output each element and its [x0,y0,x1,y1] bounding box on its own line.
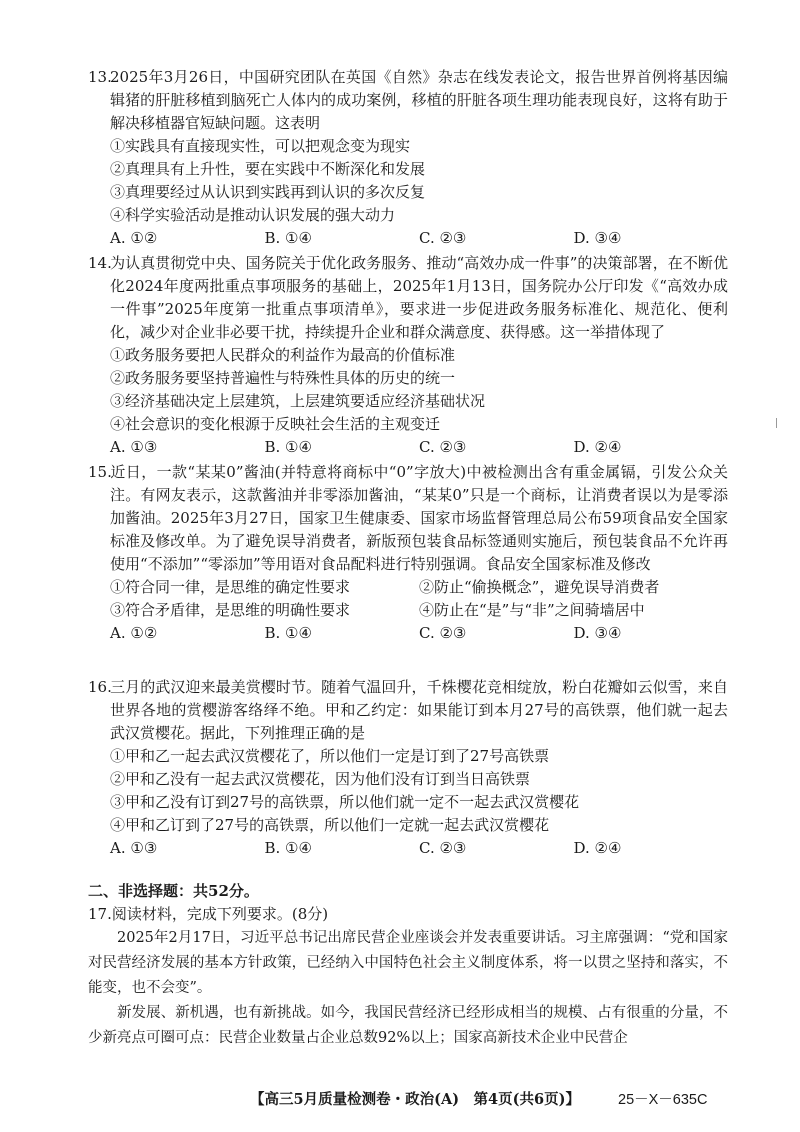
question-stem: 14.为认真贯彻党中央、国务院关于优化政务服务、推动“高效办成一件事”的决策部署，在不断优化2024年度两批重点事项服务的基础上，2025年1月13日，国务院办公厅印发《“高效办成一件事”2025年度第一批重点事项清单》，要求进一步促进政务服务标准化、规范化、便利化，减少对企业非必要干扰，持续提升企业和群众满意度、获得感。这一举措体现了 [88,254,728,341]
option-1: ①甲和乙一起去武汉赏樱花了，所以他们一定是订到了27号高铁票 [110,747,550,765]
margin-mark [776,418,777,428]
question-13 [88,66,728,250]
choice-c: C. ②③ [419,438,467,456]
option-4: ④甲和乙订到了27号的高铁票，所以他们一定就一起去武汉赏樱花 [110,816,550,834]
choice-b: B. ①④ [264,624,312,642]
option-4: ④防止在“是”与“非”之间骑墙居中 [419,601,645,619]
choice-d: D. ②④ [573,839,622,857]
choice-d: D. ②④ [573,438,622,456]
option-1: ①符合同一律，是思维的确定性要求 [110,578,351,596]
option-row [88,576,728,599]
option-2: ②防止“偷换概念”，避免误导消费者 [419,578,660,596]
option-3: ③经济基础决定上层建筑，上层建筑要适应经济基础状况 [110,392,486,410]
option-2: ②真理具有上升性，要在实践中不断深化和发展 [110,160,426,178]
option-1: ①实践具有直接现实性，可以把观念变为现实 [110,137,411,155]
question-16 [88,676,728,860]
option-2: ②甲和乙没有一起去武汉赏樱花，因为他们没有订到当日高铁票 [110,770,531,788]
question-stem: 15.近日，一款“某某0”酱油(并特意将商标中“0”字放大)中被检测出含有重金属镉，引发公众关注。有网友表示，这款酱油并非零添加酱油，“某某0”只是一个商标，让消费者误以为是零添加酱油。2025年3月27日，国家卫生健康委、国家市场监督管理总局公布59项食品安全国家标准及修改单。为了避免误导消费者，新版预包装食品标签通则实施后，预包装食品不允许再使用“不添加”“零添加”等用语对食品配料进行特别强调。食品安全国家标准及修改 [88,463,728,573]
choice-d: D. ③④ [573,624,622,642]
question-stem: 13.2025年3月26日，中国研究团队在英国《自然》杂志在线发表论文，报告世界首例将基因编辑猪的肝脏移植到脑死亡人体内的成功案例，移植的肝脏各项生理功能表现良好，这将有助于解决移植器官短缺问题。这表明 [88,68,728,132]
answer-choices [88,837,728,860]
choice-b: B. ①④ [264,229,312,247]
question-stem: 16.三月的武汉迎来最美赏樱时节。随着气温回升，千株樱花竞相绽放，粉白花瓣如云似雪，来自世界各地的赏樱游客络绎不绝。甲和乙约定：如果能订到本月27号的高铁票，他们就一起去武汉赏樱花。据此，下列推理正确的是 [88,678,728,742]
option-3: ③真理要经过从认识到实践再到认识的多次反复 [110,183,426,201]
paper-code: 25－X－635C [618,1092,708,1108]
option-1: ①政务服务要把人民群众的利益作为最高的价值标准 [110,346,456,364]
answer-choices [88,622,728,645]
choice-c: C. ②③ [419,229,467,247]
material-paragraph: 新发展、新机遇，也有新挑战。如今，我国民营经济已经形成相当的规模、占有很重的分量，不少新亮点可圈可点：民营企业数量占企业总数92%以上；国家高新技术企业中民营企 [88,1005,728,1046]
option-row [88,599,728,622]
choice-b: B. ①④ [264,438,312,456]
choice-a: A. ①③ [110,839,158,857]
option-4: ④社会意识的变化根源于反映社会生活的主观变迁 [110,415,441,433]
material-paragraph: 2025年2月17日，习近平总书记出席民营企业座谈会并发表重要讲话。习主席强调：“党和国家对民营经济发展的基本方针政策，已经纳入中国特色社会主义制度体系，将一以贯之坚持和落实，不能变，也不会变”。 [88,930,728,996]
choice-a: A. ①② [110,624,158,642]
footer-title: 【高三5月质量检测卷・政治(A) 第4页(共6页)】 [250,1091,580,1108]
choice-d: D. ③④ [573,229,622,247]
question-17 [88,903,728,1051]
choice-c: C. ②③ [419,624,467,642]
question-14 [88,252,728,459]
choice-b: B. ①④ [264,839,312,857]
choice-a: A. ①② [110,229,158,247]
choice-a: A. ①③ [110,438,158,456]
option-3: ③甲和乙没有订到27号的高铁票，所以他们就一定不一起去武汉赏樱花 [110,793,580,811]
question-15 [88,461,728,645]
option-3: ③符合矛盾律，是思维的明确性要求 [110,601,351,619]
option-4: ④科学实验活动是推动认识发展的强大动力 [110,206,396,224]
choice-c: C. ②③ [419,839,467,857]
option-2: ②政务服务要坚持普遍性与特殊性具体的历史的统一 [110,369,456,387]
answer-choices [88,436,728,459]
answer-choices [88,227,728,250]
section-heading: 二、非选择题：共52分。 [88,882,259,900]
question-17-title: 17.阅读材料，完成下列要求。(8分) [88,905,329,923]
